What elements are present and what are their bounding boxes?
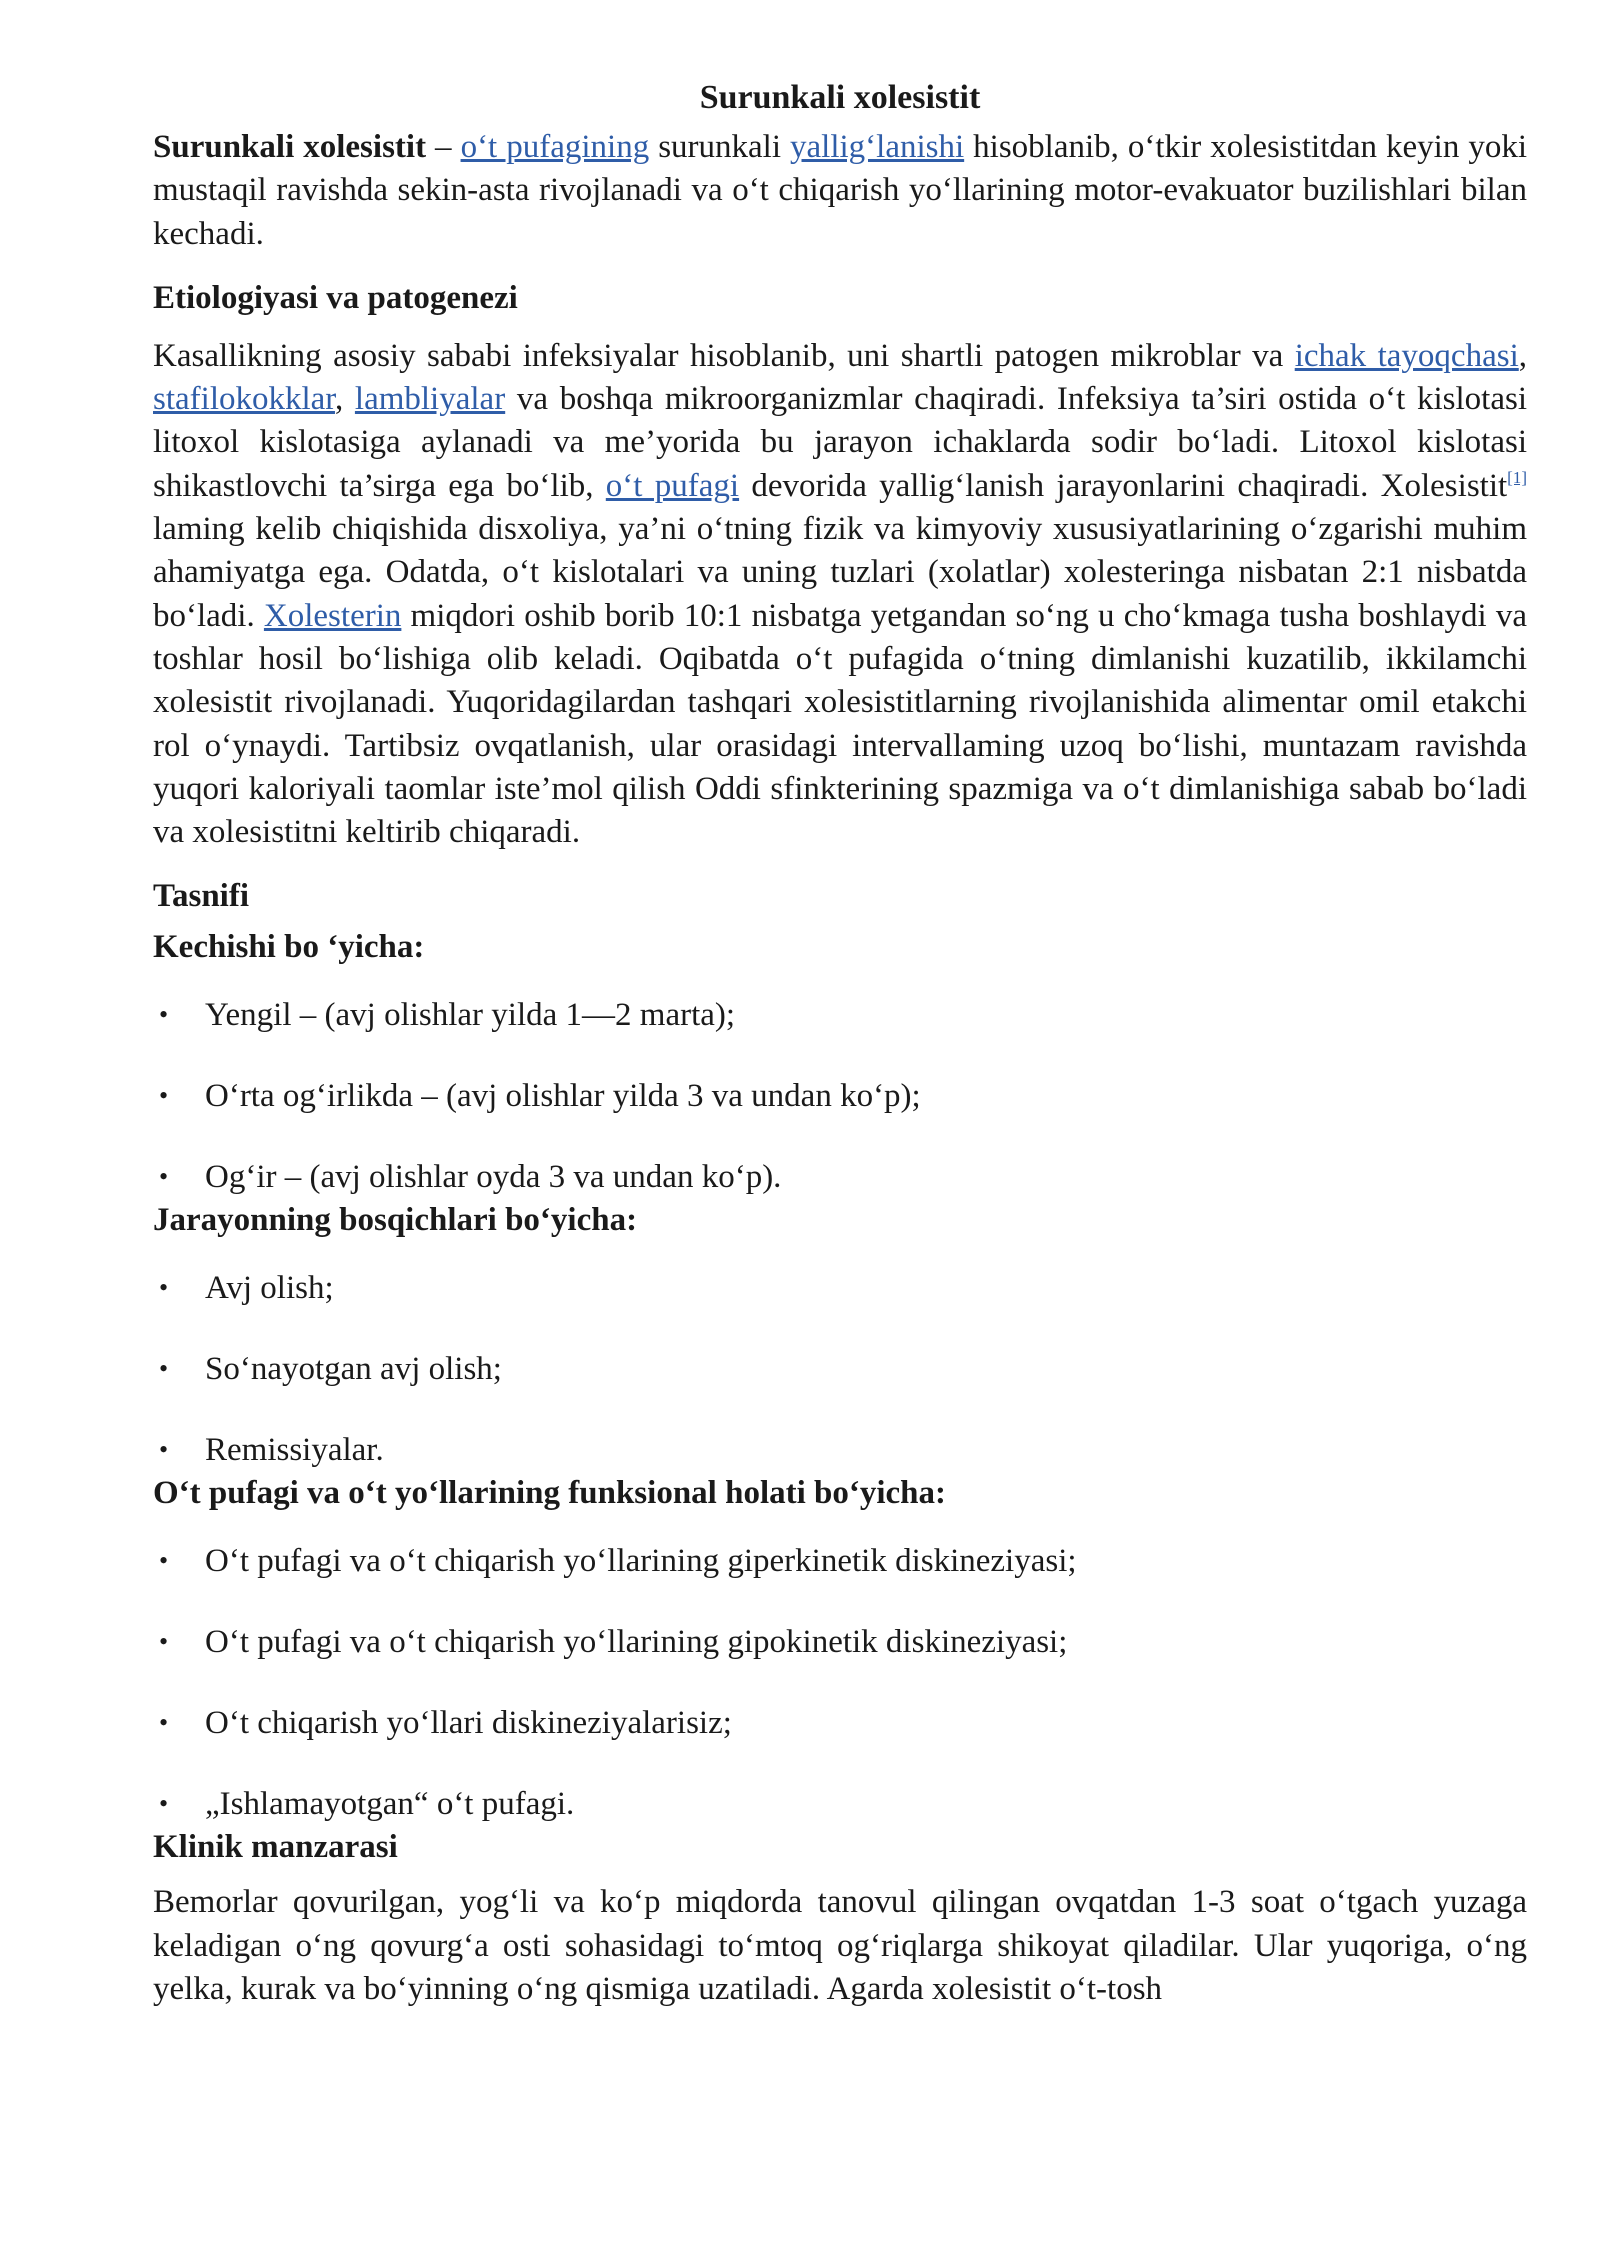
clinical-heading: Klinik manzarasi xyxy=(153,1829,398,1866)
course-list xyxy=(153,994,1527,1198)
functional-list xyxy=(153,1540,1527,1825)
list-item: • O‘t chiqarish yo‘llari diskineziyalarisiz; xyxy=(153,1702,1527,1744)
stages-list xyxy=(153,1267,1527,1471)
etiology-paragraph xyxy=(153,335,1527,855)
course-heading: Kechishi bo ‘yicha: xyxy=(153,929,425,966)
list-item: • „Ishlamayotgan“ o‘t pufagi. xyxy=(153,1783,1527,1825)
link-ichak-tayoqchasi[interactable]: ichak tayoqchasi xyxy=(1294,337,1519,374)
stages-heading: Jarayonning bosqichlari bo‘yicha: xyxy=(153,1202,638,1239)
etiology-text-4: laming kelib chiqishida disxoliya, ya’ni o‘tning fizik va kimyoviy xususiyatlarining o‘zgarishi muhim ahamiyatga ega. Odatda, o‘t kislotalari va uning tuzlari (xolatlar) xolesteringa nisbatan 2:1 nisbatda bo‘ladi. xyxy=(153,511,1527,634)
link-stafilokokklar[interactable]: stafilokokklar xyxy=(153,381,335,418)
list-item: • O‘t pufagi va o‘t chiqarish yo‘llarining gipokinetik diskineziyasi; xyxy=(153,1621,1527,1663)
etiology-text-3: devorida yallig‘lanish jarayonlarini chaqiradi. Xolesistit xyxy=(739,467,1508,504)
intro-paragraph xyxy=(153,126,1527,256)
link-ot-pufagi[interactable]: o‘t pufagi xyxy=(605,467,740,504)
classification-heading: Tasnifi xyxy=(153,878,250,915)
list-item: • Og‘ir – (avj olishlar oyda 3 va undan ko‘p). xyxy=(153,1156,1527,1198)
intro-text-2: hisoblanib, o‘tkir xolesistitdan keyin yoki mustaqil ravishda sekin-asta rivojlanadi va o‘t chiqarish yo‘llarining motor-evakuator buzilishlari bilan kechadi. xyxy=(153,129,1527,252)
intro-dash: – xyxy=(426,129,461,165)
etiology-heading: Etiologiyasi va patogenezi xyxy=(153,279,518,316)
list-item: • O‘rta og‘irlikda – (avj olishlar yilda 3 va undan ko‘p); xyxy=(153,1075,1527,1117)
etiology-sep-1: , xyxy=(1518,337,1527,374)
list-item: • So‘nayotgan avj olish; xyxy=(153,1348,1527,1390)
etiology-text-5: miqdori oshib borib 10:1 nisbatga yetgandan so‘ng u cho‘kmaga tusha boshlaydi va toshlar hosil bo‘lishiga olib keladi. Oqibatda o‘t pufagida o‘tning dimlanishi kuzatilib, ikkilamchi xolesistit rivojlanadi. Yuqoridagilardan tashqari xolesistitlarning rivojlanishida alimentar omil etakchi rol o‘ynaydi. Tartibsiz ovqatlanish, ular orasidagi intervallaming uzoq bo‘lishi, muntazam ravishda yuqori kaloriyali taomlar iste’mol qilish Oddi sfinkterining spazmiga va o‘t dimlanishiga sabab bo‘ladi va xolesistitni keltirib chiqaradi. xyxy=(153,597,1527,851)
etiology-text-2: va boshqa mikroorganizmlar chaqiradi. Infeksiya ta’siri ostida o‘t kislotasi litoxol kislotasiga aylanadi va me’yorida bu jarayon ichaklarda sodir bo‘ladi. Litoxol kislotasi shikastlovchi ta’sirga ega bo‘lib, xyxy=(153,381,1528,504)
intro-term: Surunkali xolesistit xyxy=(153,129,427,165)
document-title: Surunkali xolesistit xyxy=(699,79,981,116)
functional-heading: O‘t pufagi va o‘t yo‘llarining funksional holati bo‘yicha: xyxy=(153,1475,947,1512)
link-ot-pufagining[interactable]: o‘t pufagining xyxy=(460,129,650,165)
document-page xyxy=(153,72,1527,2011)
clinical-paragraph: Bemorlar qovurilgan, yog‘li va ko‘p miqdorda tanovul qilingan ovqatdan 1-3 soat o‘tgach yuzaga keladigan o‘ng qovurg‘a osti sohasidagi to‘mtoq og‘riqlarga shikoyat qiladilar. Ular yuqoriga, o‘ng yelka, kurak va bo‘yinning o‘ng qismiga uzatiladi. Agarda xolesistit o‘t-tosh xyxy=(153,1884,1527,2008)
list-item: • Remissiyalar. xyxy=(153,1429,1527,1471)
intro-text-1: surunkali xyxy=(649,129,791,165)
etiology-sep-2: , xyxy=(334,381,355,418)
list-item: • O‘t pufagi va o‘t chiqarish yo‘llarining giperkinetik diskineziyasi; xyxy=(153,1540,1527,1582)
list-item: • Avj olish; xyxy=(153,1267,1527,1309)
link-lambliyalar[interactable]: lambliyalar xyxy=(354,381,506,418)
footnote-ref-1[interactable]: [1] xyxy=(1507,467,1527,487)
link-yallig-lanishi[interactable]: yallig‘lanishi xyxy=(790,129,965,165)
etiology-text-1: Kasallikning asosiy sababi infeksiyalar hisoblanib, uni shartli patogen mikroblar va xyxy=(153,337,1295,374)
list-item: • Yengil – (avj olishlar yilda 1—2 marta); xyxy=(153,994,1527,1036)
link-xolesterin[interactable]: Xolesterin xyxy=(263,597,402,634)
